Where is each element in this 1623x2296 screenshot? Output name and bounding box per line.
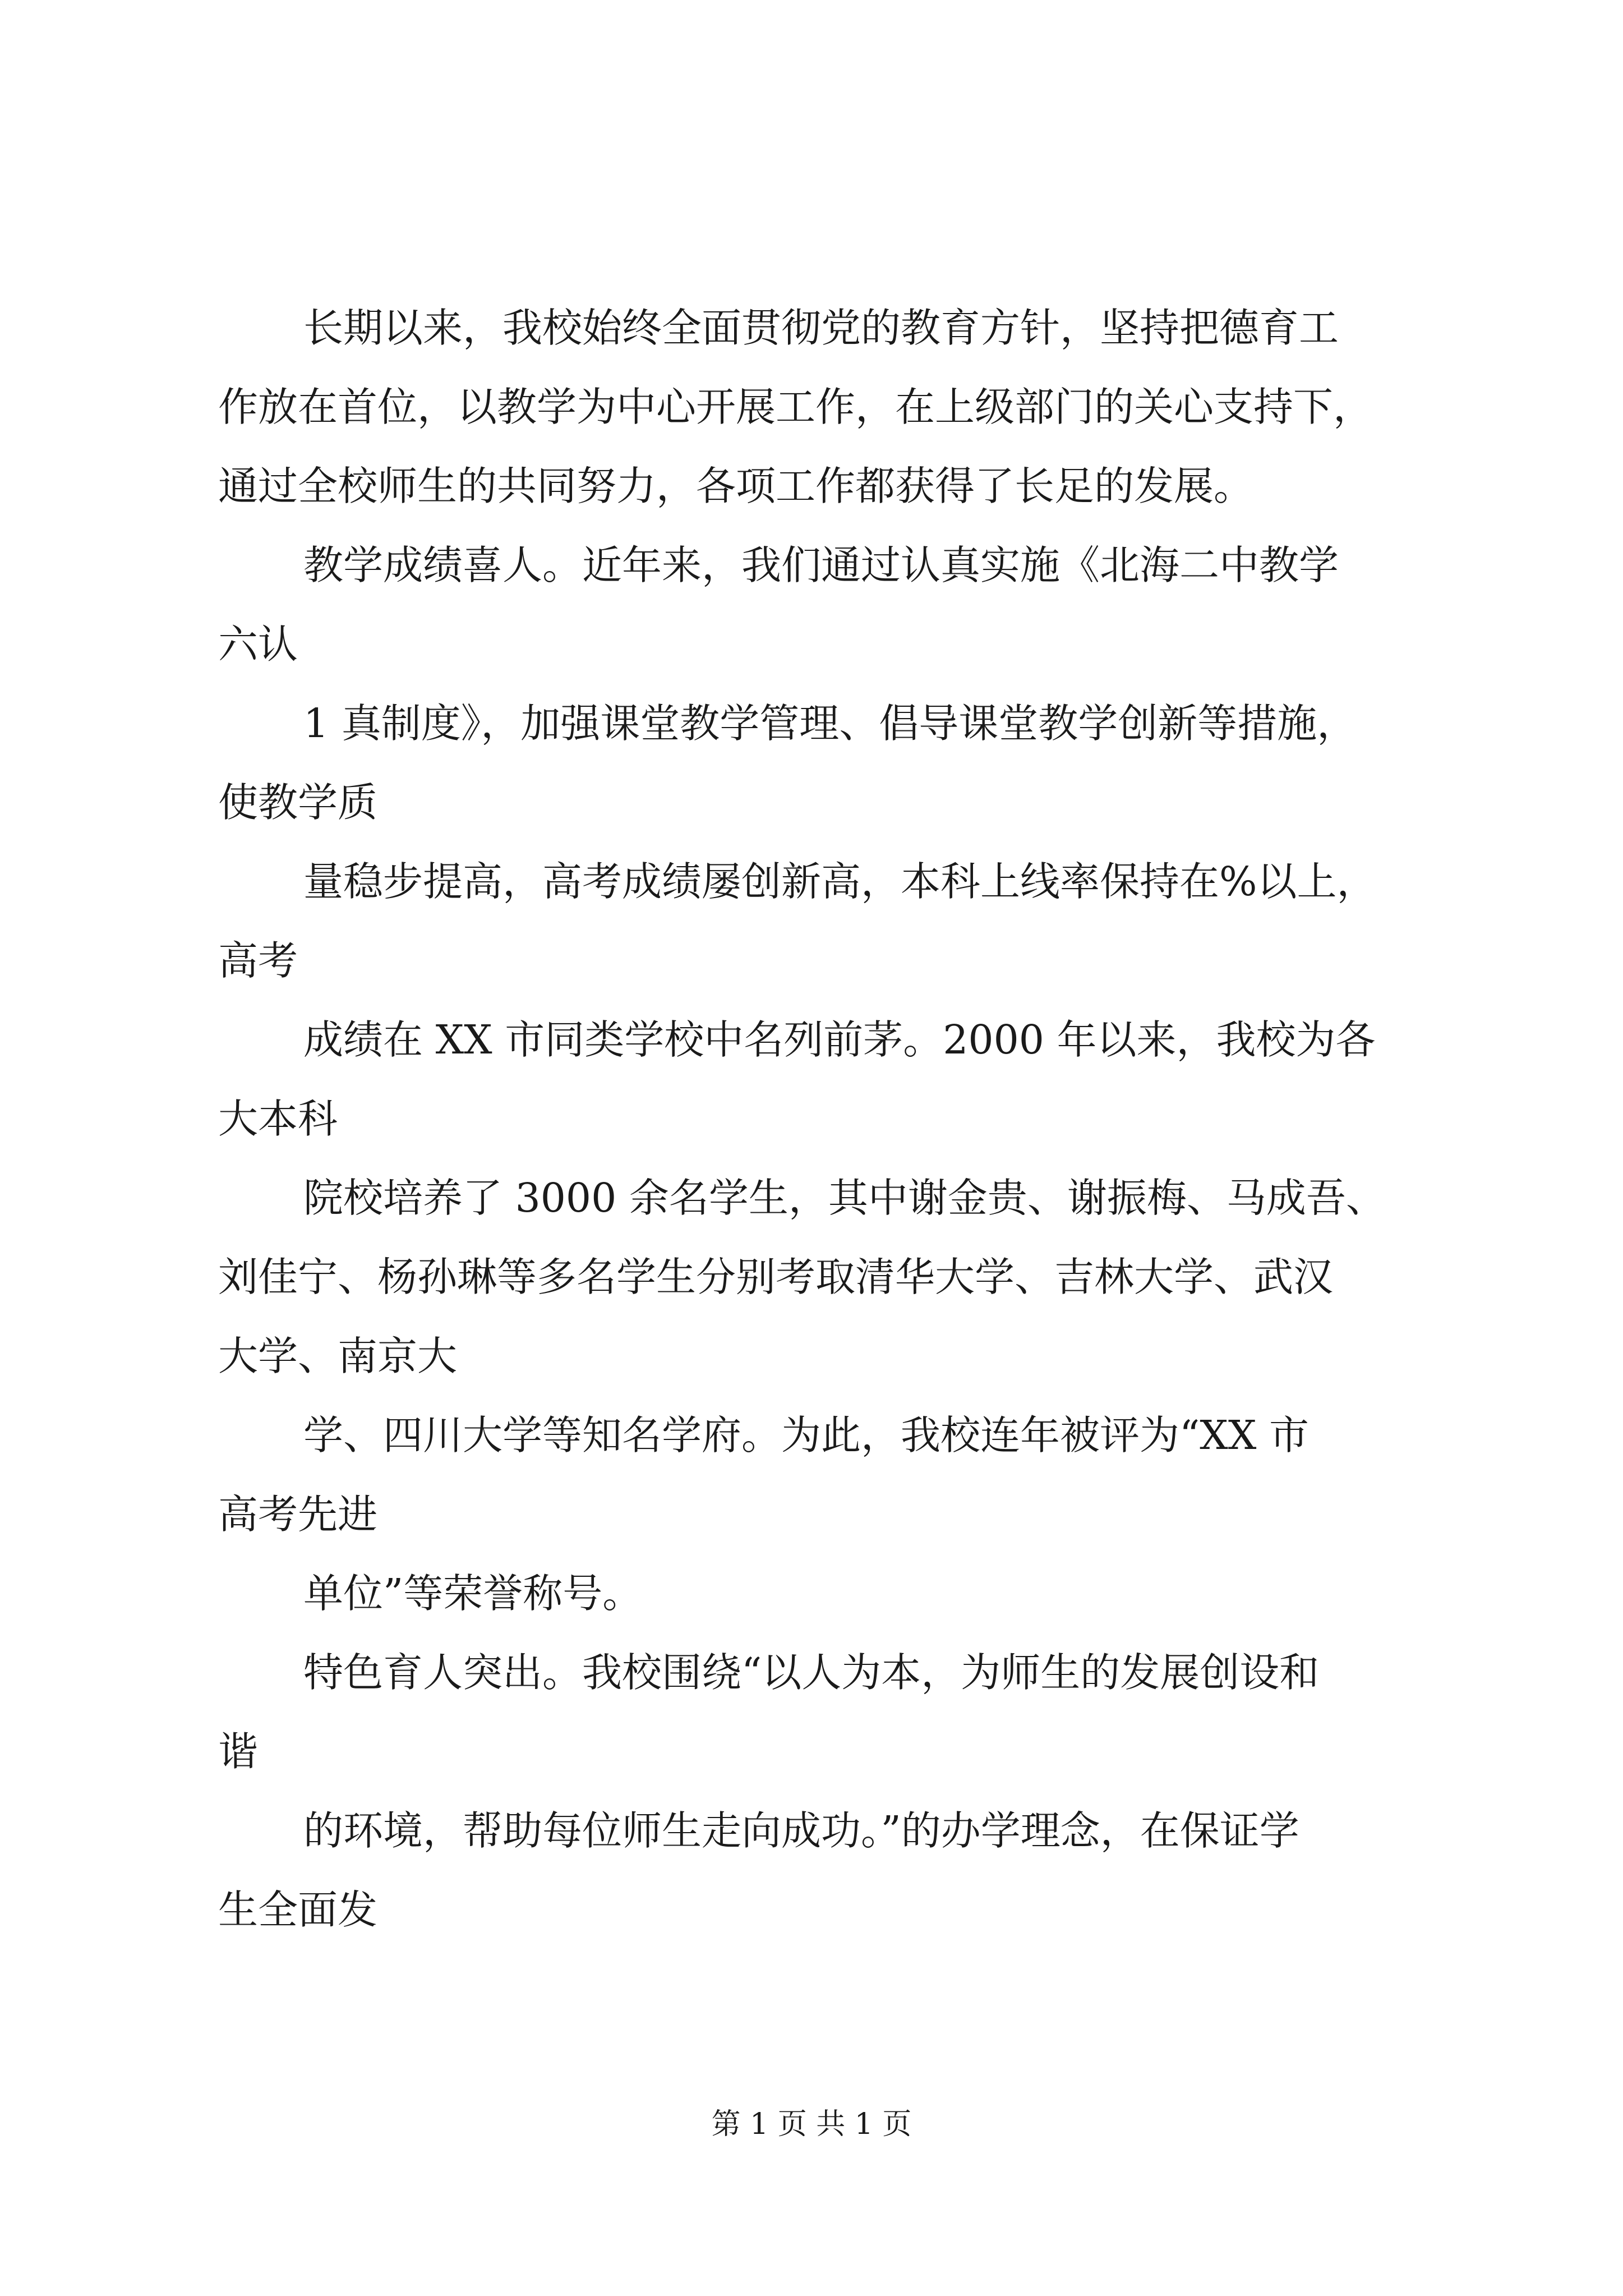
text-line: 谐: [218, 1728, 259, 1775]
text-line: 六认: [218, 621, 298, 668]
text-line: 通过全校师生的共同努力，各项工作都获得了长足的发展。: [218, 463, 1254, 509]
text-line: 大本科: [218, 1096, 338, 1142]
text-line: 作放在首位，以教学为中心开展工作，在上级部门的关心支持下，: [218, 384, 1373, 430]
text-line: 高考: [218, 937, 298, 984]
text-line: 特色育人突出。我校围绕“以人为本，为师生的发展创设和: [303, 1649, 1320, 1696]
text-line: 学、四川大学等知名学府。为此，我校连年被评为“XX 市: [303, 1412, 1309, 1458]
text-line: 大学、南京大: [218, 1333, 458, 1379]
text-line: 刘佳宁、杨孙琳等多名学生分别考取清华大学、吉林大学、武汉: [218, 1254, 1334, 1300]
text-line: 的环境，帮助每位师生走向成功。”的办学理念，在保证学: [303, 1807, 1299, 1854]
text-line: 教学成绩喜人。近年来，我们通过认真实施《北海二中教学: [303, 542, 1339, 588]
text-line: 单位”等荣誉称号。: [303, 1570, 643, 1617]
document-body: [218, 300, 1430, 1961]
text-line: 院校培养了 3000 余名学生，其中谢金贵、谢振梅、马成吾、: [303, 1175, 1386, 1221]
page-footer: 第 1 页 共 1 页: [711, 2108, 912, 2141]
text-line: 高考先进: [218, 1491, 378, 1538]
text-line: 生全面发: [218, 1887, 378, 1933]
text-line: 使教学质: [218, 779, 378, 826]
text-line: 1 真制度》，加强课堂教学管理、倡导课堂教学创新等措施，: [303, 700, 1357, 747]
text-line: 成绩在 XX 市同类学校中名列前茅。2000 年以来，我校为各: [303, 1016, 1376, 1063]
text-line: 长期以来，我校始终全面贯彻党的教育方针，坚持把德育工: [303, 305, 1339, 351]
text-line: 量稳步提高，高考成绩屡创新高，本科上线率保持在%以上，: [303, 858, 1377, 905]
